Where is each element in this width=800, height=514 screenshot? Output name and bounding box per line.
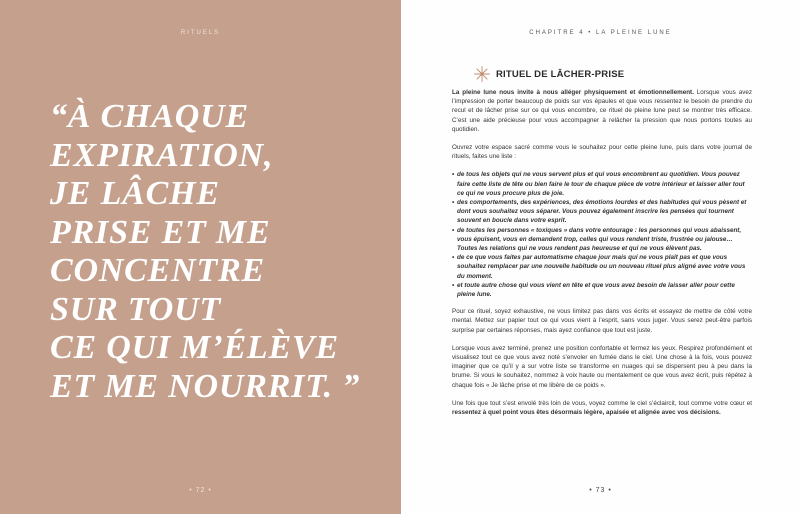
paragraph: Ouvrez votre espace sacré comme vous le souhaitez pour cette pleine lune, puis dans votre journal de rituels, faites une liste : <box>452 144 752 161</box>
paragraph: Lorsque vous avez terminé, prenez une position confortable et fermez les yeux. Respirez profondément et visualisez tout ce que vous avez noté s’envoler en fumée dans le ciel. Une chose à la fois, vous pouvez imaginer que ce qu’il y a sur votre liste se transforme en nuages qui se dispersent peu à peu dans la brume. Si vous le souhaitez, nommez à voix haute ou mentalement ce que vous avez écrit, puis répétez à chaque fois « Je lâche prise et me libère de ce poids ». <box>452 344 752 389</box>
intro-rest: Lorsque vous avez l’impression de porter beaucoup de poids sur vos épaules et que vous ressentez le besoin de prendre du recul et de lâcher prise sur ce qui vous encombre, ce rituel de pleine lune peut se montrer très efficace. C’est une aide précieuse pour vous accompagner à relâcher la pression que nous portons toutes au quotidien. <box>452 89 752 133</box>
list-item: • et toute autre chose qui vous vient en tête et que vous avez besoin de laisser aller pour cette pleine lune. <box>452 281 735 299</box>
pull-quote <box>50 98 390 406</box>
closing-start: Une fois que tout s’est envolé très loin de vous, voyez comme le ciel s’éclaircit, tout comme votre cœur et <box>452 399 752 407</box>
body-text <box>452 88 752 426</box>
bullet-list <box>452 170 752 299</box>
intro-lead: La pleine lune nous invite à nous alléger physiquement et émotionnellement. <box>452 89 694 96</box>
intro-paragraph <box>452 88 752 134</box>
section-title: RITUEL DE LÂCHER-PRISE <box>496 68 625 80</box>
closing-paragraph <box>452 399 752 417</box>
quote-line: ET ME NOURRIT. ” <box>50 367 361 405</box>
quote-line: “À CHAQUE <box>50 98 249 135</box>
right-page <box>401 0 800 514</box>
list-item: • des comportements, des expériences, des émotions lourdes et des habitudes qui vous pèsent et dont vous souhaitez vous séparer. Vous pouvez également inscrire les pensées qui tournent souvent en boucle dans votre esprit. <box>452 199 747 225</box>
list-item: • de tous les objets qui ne vous servent plus et qui vous encombrent au quotidien. Vous pouvez faire cette liste de tête ou bien faire le tour de chaque pièce de votre intérieur et laisser aller tout ce qui ne vous procure plus de joie. <box>452 171 745 197</box>
quote-line: PRISE ET ME <box>50 213 271 251</box>
quote-line: CONCENTRE <box>50 252 266 289</box>
quote-line: EXPIRATION, <box>50 136 274 174</box>
page-number-right: • 73 • <box>589 487 612 494</box>
running-head-right: CHAPITRE 4 • LA PLEINE LUNE <box>529 30 672 36</box>
quote-line: CE QUI M’ÉLÈVE <box>50 329 339 366</box>
quote-line: JE LÂCHE <box>50 175 220 212</box>
page-number-left: • 72 • <box>189 487 212 494</box>
section-heading <box>474 66 624 82</box>
list-item: • de ce que vous faites par automatisme chaque jour mais qui ne vous plaît pas et que vous souhaitez remplacer par une nouvelle habitude ou un nouveau rituel plus aligné avec votre vous du moment. <box>452 254 746 280</box>
closing-bold: ressentez à quel point vous êtes désormais légère, apaisée et alignée avec vos décisions. <box>452 409 721 417</box>
star-icon <box>474 66 490 82</box>
paragraph: Pour ce rituel, soyez exhaustive, ne vous limitez pas dans vos écrits et essayez de mettre de côté votre mental. Mettez sur papier tout ce qui vous vient à l’esprit, sans vous juger. Vous serez peut-être parfois surprise par certaines réponses, mais ayez confiance que tout est juste. <box>452 308 752 334</box>
list-item: • de toutes les personnes « toxiques » dans votre entourage : les personnes qui vous abaissent, vous épuisent, vous en demandent trop, celles qui vous rendent triste, frustrée ou jalouse… Toutes les relations qui ne vous rendent pas heureuse et qui ne vous élèvent pas. <box>452 226 742 253</box>
running-head-left: RITUELS <box>180 30 221 36</box>
quote-line: SUR TOUT <box>50 290 222 328</box>
